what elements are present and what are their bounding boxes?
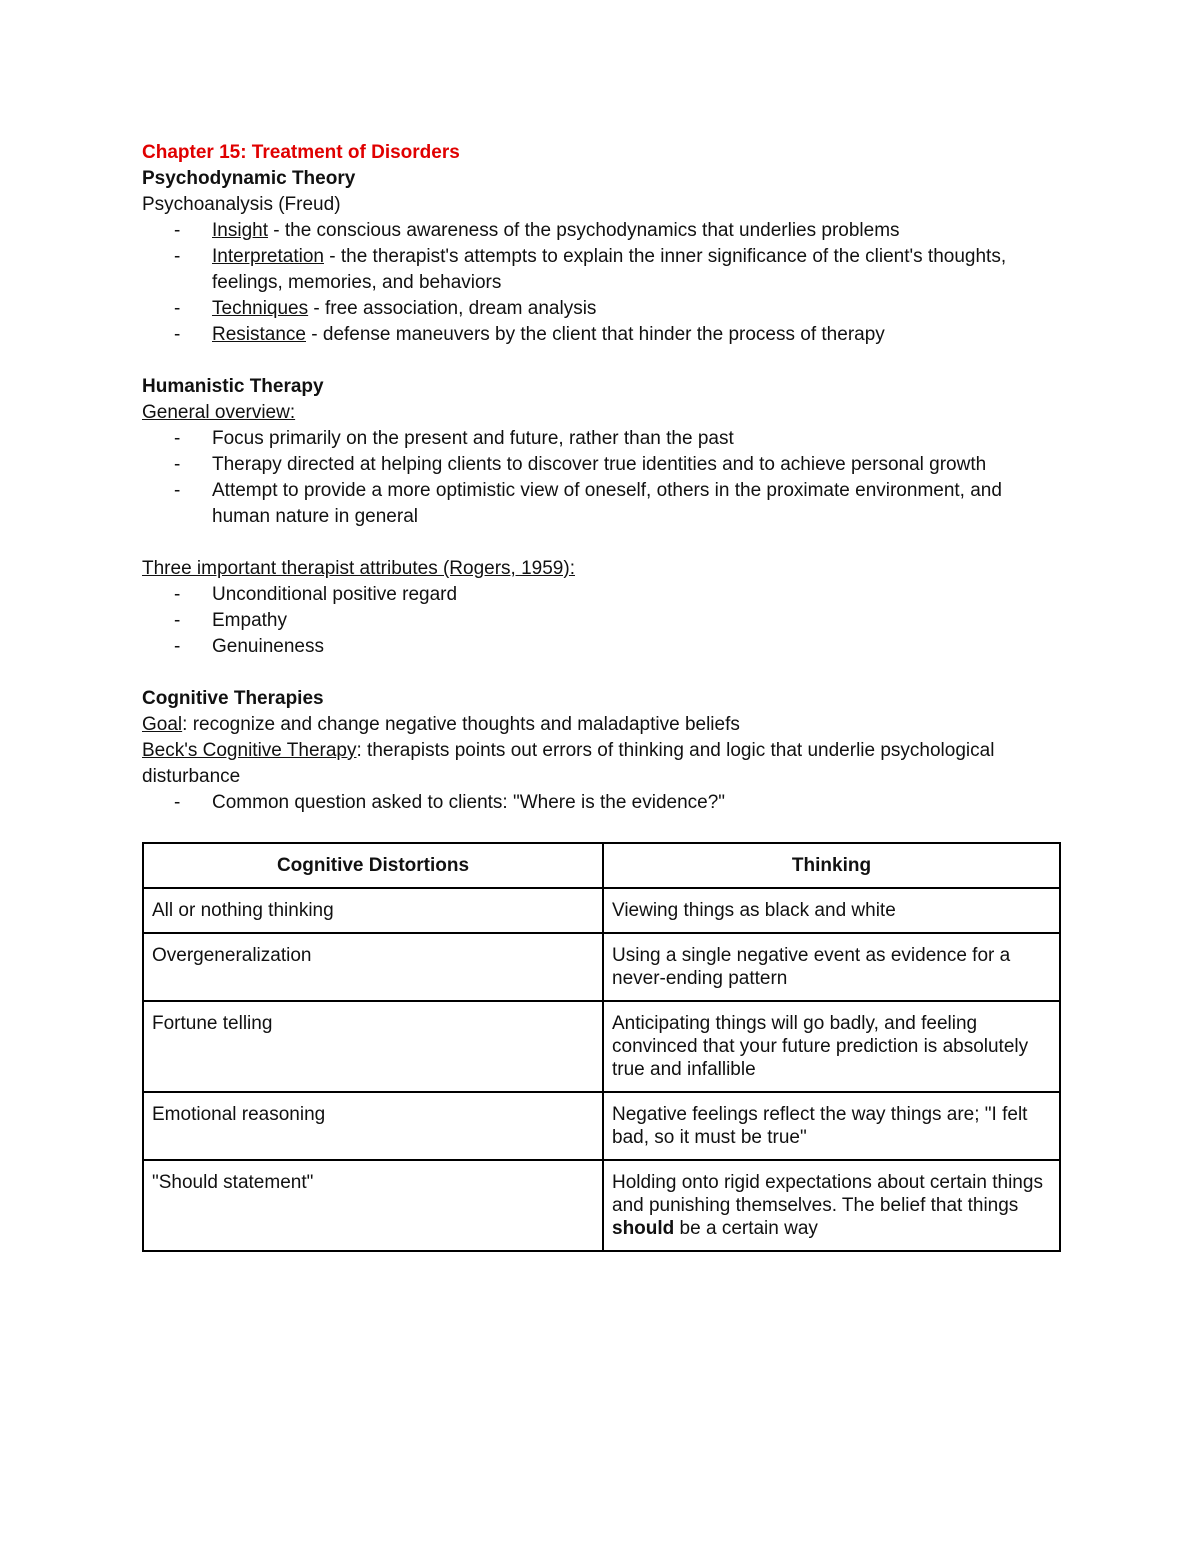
beck-text: : therapists points out errors of thinking and logic that underlie psychological disturbance [142,740,995,787]
distortion-cell: Overgeneralization [143,933,603,1001]
list-item [142,322,1062,348]
list-item: - Empathy [142,608,1062,634]
chapter-title: Chapter 15: Treatment of Disorders [142,142,460,163]
list-item: - Unconditional positive regard [142,582,1062,608]
distortion-cell: Emotional reasoning [143,1092,603,1160]
humanistic-heading: Humanistic Therapy [142,376,324,397]
goal-label: Goal [142,714,183,735]
thinking-text: be a certain way [674,1218,818,1239]
thinking-cell: Negative feelings reflect the way things are; "I felt bad, so it must be true" [603,1092,1060,1160]
distortion-cell: "Should statement" [143,1160,603,1251]
list-item [142,218,1062,244]
term-definition: - the conscious awareness of the psychodynamics that underlies problems [267,220,900,241]
list-item: - Attempt to provide a more optimistic view of oneself, others in the proximate environment, and human nature in general [142,478,1062,530]
spacer [142,660,1062,686]
spacer [142,348,1062,374]
cognitive-heading: Cognitive Therapies [142,688,324,709]
thinking-emphasis: should [612,1218,675,1239]
spacer [142,816,1062,842]
psychoanalysis-subheading: Psychoanalysis (Freud) [142,194,341,215]
term-definition: - defense maneuvers by the client that hinder the process of therapy [306,324,885,345]
therapist-attributes-list [142,582,1062,660]
column-header-distortions: Cognitive Distortions [143,843,603,888]
distortion-cell: All or nothing thinking [143,888,603,933]
list-item [142,296,1062,322]
cognitive-distortions-table [142,842,1061,1252]
term-insight: Insight [212,220,268,241]
table-row [143,1092,1060,1160]
thinking-cell: Viewing things as black and white [603,888,1060,933]
distortion-cell: Fortune telling [143,1001,603,1092]
thinking-text: Holding onto rigid expectations about certain things and punishing themselves. The belief that things [612,1172,1043,1216]
thinking-cell: Using a single negative event as evidence for a never-ending pattern [603,933,1060,1001]
list-item: - Common question asked to clients: "Where is the evidence?" [142,790,1062,816]
table-row [143,1160,1060,1251]
spacer [142,530,1062,556]
term-resistance: Resistance [212,324,306,345]
beck-label: Beck's Cognitive Therapy [142,740,357,761]
table-row [143,1001,1060,1092]
table-header-row [143,843,1060,888]
term-definition: - free association, dream analysis [308,298,597,319]
goal-text: : recognize and change negative thoughts and maladaptive beliefs [182,714,740,735]
thinking-cell: Anticipating things will go badly, and feeling convinced that your future prediction is absolutely true and infallible [603,1001,1060,1092]
beck-line [142,738,1062,790]
psychodynamic-heading: Psychodynamic Theory [142,168,356,189]
cognitive-list [142,790,1062,816]
thinking-cell [603,1160,1060,1251]
term-techniques: Techniques [212,298,309,319]
psychodynamic-list [142,218,1062,348]
term-interpretation: Interpretation [212,246,324,267]
goal-line [142,712,1062,738]
list-item: - Genuineness [142,634,1062,660]
general-overview-label: General overview: [142,402,296,423]
column-header-thinking: Thinking [603,843,1060,888]
table-row [143,933,1060,1001]
therapist-attributes-label: Three important therapist attributes (Rogers, 1959): [142,558,575,579]
term-definition: - the therapist's attempts to explain the inner significance of the client's thoughts, feelings, memories, and behaviors [212,246,1007,293]
list-item [142,244,1062,296]
document-page [142,140,1062,1252]
table-row [143,888,1060,933]
humanistic-overview-list [142,426,1062,530]
list-item: - Therapy directed at helping clients to discover true identities and to achieve personal growth [142,452,1062,478]
list-item: - Focus primarily on the present and future, rather than the past [142,426,1062,452]
